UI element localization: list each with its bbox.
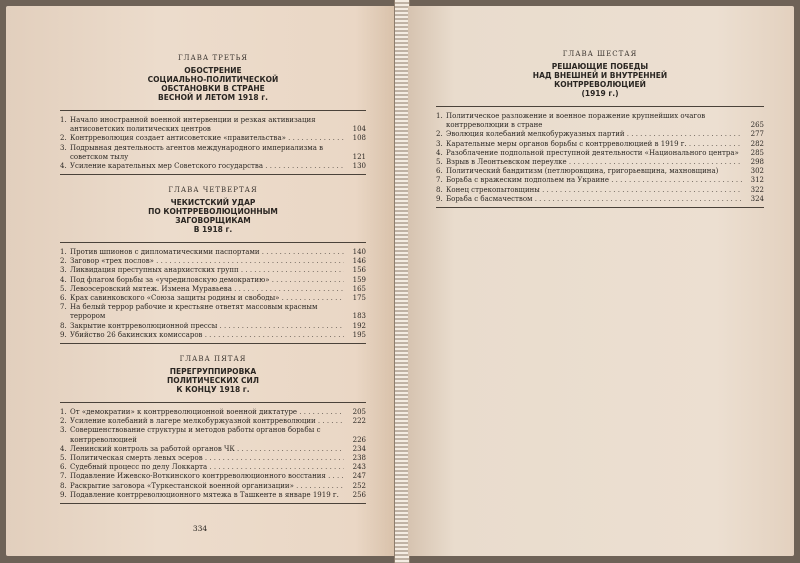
chapter-title-line: К КОНЦУ 1918 г. — [176, 385, 250, 394]
toc-entry-title: Контрреволюция создает антисоветские «правительства» . . . — [70, 134, 344, 143]
toc-entry-number: 7. — [436, 176, 443, 185]
chapter-label: ГЛАВА ШЕСТАЯ — [562, 50, 638, 58]
chapter-label: ГЛАВА ЧЕТВЕРТАЯ — [168, 186, 258, 194]
toc-entry-number: 3. — [60, 266, 67, 275]
toc-entry-number: 6. — [436, 167, 443, 176]
toc-entry-page: 324 — [750, 194, 764, 203]
divider — [60, 174, 366, 175]
toc-entry — [60, 331, 366, 340]
toc-entry-page: 322 — [750, 185, 764, 194]
toc-entry-title: Совершенствование структуры и методов работы органов борьбы с контрреволюцией — [70, 426, 321, 444]
toc-entry — [436, 167, 764, 176]
toc-entry-title: Начало иностранной военной интервенции и резкая активизация антисоветских политических центров — [70, 116, 316, 134]
toc-entry-title: Усиление карательных мер Советского государства . . . — [70, 162, 344, 171]
toc-entry-page: 121 — [352, 152, 366, 161]
toc-entry-title: Судебный процесс по делу Локкарта . . . — [70, 463, 344, 472]
toc-entry-page: 192 — [352, 321, 366, 330]
toc-entry-number: 9. — [60, 330, 67, 339]
toc-entry-number: 4. — [436, 148, 443, 157]
chapter-title-line: ЧЕКИСТСКИЙ УДАР — [170, 198, 256, 207]
toc-entry-number: 5. — [436, 158, 443, 167]
divider — [60, 503, 366, 504]
toc-entry-number: 5. — [60, 454, 67, 463]
divider — [60, 242, 366, 243]
toc-entry-title: Подавление Ижевско-Воткинского контрреволюционного восстания . . . — [70, 472, 344, 481]
toc-entry-page: 226 — [352, 435, 366, 444]
chapter-title-line: СОЦИАЛЬНО-ПОЛИТИЧЕСКОЙ — [147, 75, 279, 84]
toc-entry-number: 2. — [436, 130, 443, 139]
toc-entry-number: 1. — [60, 248, 67, 256]
divider — [436, 106, 764, 107]
toc-entry-number: 7. — [60, 303, 67, 312]
toc-entry-title: Подрывная деятельность агентов международного империализма в советском тылу — [70, 143, 324, 161]
toc-entry — [60, 482, 366, 491]
toc-entry — [60, 257, 366, 266]
toc-entry-page: 298 — [750, 158, 764, 167]
toc-entry — [60, 266, 366, 275]
toc-entry-number: 1. — [60, 116, 67, 124]
toc-entry — [436, 195, 764, 204]
toc-entry-title: Ликвидация преступных анархистских групп . . . — [70, 266, 344, 275]
toc-entry-title: Раскрытие заговора «Туркестанской военной организации» . . . — [70, 482, 344, 491]
toc-entry-title: Разоблачение подпольной преступной деятельности «Национального центра» — [446, 148, 739, 157]
chapter-label: ГЛАВА ПЯТАЯ — [179, 355, 247, 363]
toc-entry — [60, 322, 366, 331]
chapter-title-line: ВЕСНОЙ И ЛЕТОМ 1918 г. — [158, 93, 268, 102]
toc-entry-page: 175 — [352, 294, 366, 303]
toc-entry — [436, 140, 764, 149]
toc-entry — [436, 158, 764, 167]
toc-entry — [60, 408, 366, 417]
toc-entry — [60, 116, 366, 134]
chapter-title-line: ЗАГОВОРЩИКАМ — [175, 216, 251, 225]
toc-entry-number: 5. — [60, 284, 67, 293]
toc-entry-page: 165 — [352, 284, 366, 293]
chapter-six — [436, 50, 764, 208]
toc-entry-number: 8. — [60, 321, 67, 330]
toc-entry-number: 2. — [60, 134, 67, 143]
toc-entry — [436, 176, 764, 185]
toc-entry-number: 1. — [60, 408, 67, 416]
toc-entry-page: 108 — [352, 134, 366, 143]
toc-entry-page: 282 — [750, 139, 764, 148]
toc-entry-number: 9. — [60, 490, 67, 499]
toc-entry-number: 8. — [436, 185, 443, 194]
toc-list — [60, 110, 366, 175]
toc-entry — [60, 417, 366, 426]
toc-entry-number: 4. — [60, 275, 67, 284]
toc-entry-title: Усиление колебаний в лагере мелкобуржуазной контрреволюции . . . — [70, 417, 344, 426]
chapter-four — [60, 186, 366, 344]
toc-entry-title: Эволюция колебаний мелкобуржуазных партий . . . — [446, 130, 742, 139]
toc-entry-title: Заговор «трех послов» . . . — [70, 257, 344, 266]
toc-entry-page: 238 — [352, 454, 366, 463]
chapter-five — [60, 355, 366, 504]
toc-entry-number: 1. — [436, 112, 443, 120]
divider — [436, 207, 764, 208]
toc-entry — [436, 112, 764, 130]
toc-entry-number: 4. — [60, 162, 67, 171]
chapter-title-line: ПО КОНТРРЕВОЛЮЦИОННЫМ — [148, 207, 278, 216]
toc-entry-title: Политический бандитизм (петлюровщина, григорьевщина, махновщина) — [446, 167, 719, 176]
toc-entry — [60, 285, 366, 294]
toc-entry-number: 9. — [436, 194, 443, 203]
toc-list — [436, 106, 764, 208]
toc-entry — [60, 426, 366, 444]
chapter-title-line: ОБСТАНОВКИ В СТРАНЕ — [161, 84, 265, 93]
toc-entry-title: Против шпионов с дипломатическими паспортами . . . — [70, 248, 344, 257]
toc-entry-number: 3. — [60, 426, 67, 435]
toc-entry-number: 6. — [60, 294, 67, 303]
toc-entry — [60, 463, 366, 472]
toc-entry-number: 4. — [60, 444, 67, 453]
toc-entry — [60, 248, 366, 257]
toc-entry-number: 8. — [60, 481, 67, 490]
toc-entry-page: 140 — [352, 248, 366, 256]
toc-entry — [436, 186, 764, 195]
toc-entry-page: 234 — [352, 444, 366, 453]
toc-entry — [60, 445, 366, 454]
toc-entry-page: 252 — [352, 481, 366, 490]
divider — [60, 110, 366, 111]
chapter-title-line: НАД ВНЕШНЕЙ И ВНУТРЕННЕЙ — [532, 71, 668, 80]
toc-entry — [60, 294, 366, 303]
toc-entry — [436, 130, 764, 139]
toc-entry-page: 302 — [750, 167, 764, 176]
toc-entry-number: 3. — [60, 143, 67, 152]
chapter-period: (1919 г.) — [581, 89, 619, 98]
toc-entry-page: 285 — [750, 148, 764, 157]
toc-entry-number: 3. — [436, 139, 443, 148]
toc-entry — [60, 144, 366, 162]
chapter-title-line: ПОЛИТИЧЕСКИХ СИЛ — [166, 376, 260, 385]
toc-entry-page: 156 — [352, 266, 366, 275]
toc-entry — [60, 276, 366, 285]
toc-entry — [60, 134, 366, 143]
toc-entry-title: Политическая смерть левых эсеров . . . — [70, 454, 344, 463]
toc-entry — [60, 491, 366, 500]
toc-entry-title: Борьба с басмачеством . . . — [446, 195, 742, 204]
toc-entry — [436, 149, 764, 158]
toc-entry-title: От «демократии» к контрреволюционной военной диктатуре . . . — [70, 408, 344, 417]
toc-entry-title: Борьба с вражеским подпольем на Украине . . . — [446, 176, 742, 185]
chapter-period: В 1918 г. — [193, 225, 233, 234]
toc-entry-page: 159 — [352, 275, 366, 284]
toc-entry-page: 205 — [352, 408, 366, 416]
left-page — [6, 6, 394, 556]
toc-entry-number: 6. — [60, 463, 67, 472]
toc-entry-title: Взрыв в Леонтьевском переулке . . . — [446, 158, 742, 167]
toc-entry-number: 2. — [60, 257, 67, 266]
toc-list — [60, 402, 366, 504]
toc-entry-page: 222 — [352, 417, 366, 426]
chapter-title-line: КОНТРРЕВОЛЮЦИЕЙ — [554, 80, 646, 89]
chapter-title-line: ПЕРЕГРУППИРОВКА — [169, 367, 257, 376]
toc-entry — [60, 472, 366, 481]
toc-entry-page: 146 — [352, 257, 366, 266]
chapter-title-line: ОБОСТРЕНИЕ — [184, 66, 242, 75]
toc-entry-title: На белый террор рабочие и крестьяне ответят массовым красным террором — [70, 303, 318, 321]
toc-entry-title: Политическое разложение и военное поражение крупнейших очагов контрреволюции в стране — [446, 112, 706, 130]
toc-entry-page: 265 — [750, 121, 764, 130]
toc-entry-number: 2. — [60, 417, 67, 426]
toc-entry-title: Крах савинковского «Союза защиты родины и свободы» . . . — [70, 294, 344, 303]
toc-entry-number: 7. — [60, 472, 67, 481]
toc-list — [60, 242, 366, 344]
toc-entry-title: Конец стрекопытовщины . . . — [446, 186, 742, 195]
toc-entry-page: 183 — [352, 312, 366, 321]
toc-entry — [60, 303, 366, 321]
toc-entry-page: 277 — [750, 130, 764, 139]
toc-entry-title: Под флагом борьбы за «учредиловскую демократию» . . . — [70, 276, 344, 285]
toc-entry-title: Карательные меры органов борьбы с контрреволюцией в 1919 г. . . . — [446, 140, 742, 149]
toc-entry-title: Закрытие контрреволюционной прессы . . . — [70, 322, 344, 331]
divider — [60, 343, 366, 344]
toc-entry-page: 130 — [352, 162, 366, 171]
toc-entry-page: 195 — [352, 330, 366, 339]
toc-entry-page: 104 — [352, 125, 366, 134]
toc-entry — [60, 454, 366, 463]
toc-entry-title: Ленинский контроль за работой органов ЧК . . . — [70, 445, 344, 454]
toc-entry-page: 243 — [352, 463, 366, 472]
page-number: 334 — [192, 524, 208, 533]
toc-entry — [60, 162, 366, 171]
chapter-label: ГЛАВА ТРЕТЬЯ — [178, 54, 248, 62]
chapter-three — [60, 54, 366, 175]
toc-entry-page: 247 — [352, 472, 366, 481]
divider — [60, 402, 366, 403]
toc-entry-title: Убийство 26 бакинских комиссаров . . . — [70, 331, 344, 340]
toc-entry-title: Подавление контрреволюционного мятежа в Ташкенте в январе 1919 г. — [70, 490, 339, 499]
toc-entry-page: 312 — [750, 176, 764, 185]
toc-entry-page: 256 — [352, 490, 366, 499]
right-page — [408, 6, 794, 556]
chapter-title-line: РЕШАЮЩИЕ ПОБЕДЫ — [551, 62, 649, 71]
toc-entry-title: Левоэсеровский мятеж. Измена Муравьева . . . — [70, 285, 344, 294]
